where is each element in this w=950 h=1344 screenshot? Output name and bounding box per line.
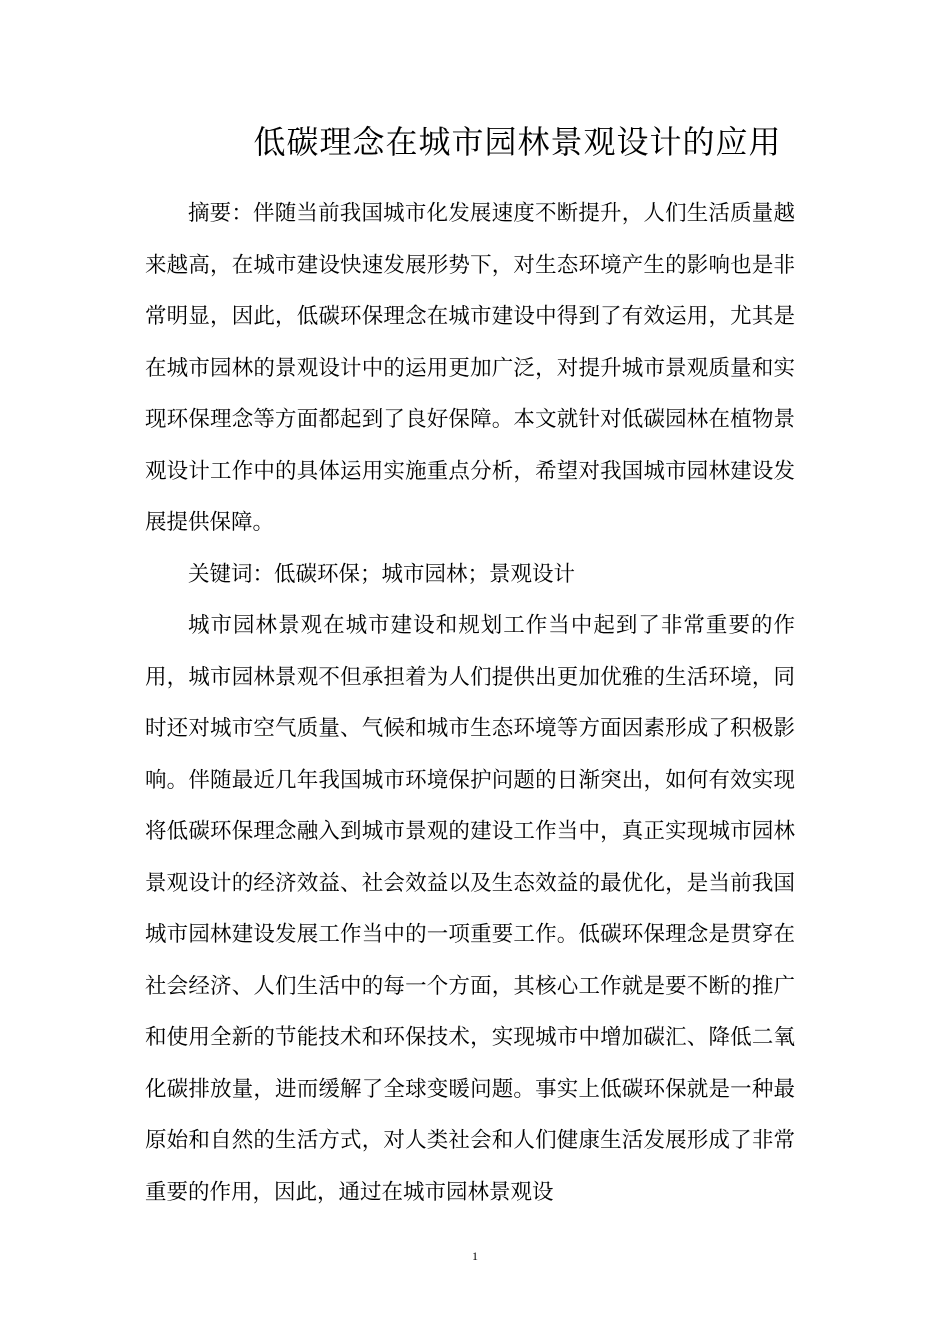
page-number: 1	[472, 1249, 478, 1263]
body-paragraph: 城市园林景观在城市建设和规划工作当中起到了非常重要的作用，城市园林景观不但承担着为人们提供出更加优雅的生活环境，同时还对城市空气质量、气候和城市生态环境等方面因素形成了积极影响。伴随最近几年我国城市环境保护问题的日渐突出，如何有效实现将低碳环保理念融入到城市景观的建设工作当中，真正实现城市园林景观设计的经济效益、社会效益以及生态效益的最优化，是当前我国城市园林建设发展工作当中的一项重要工作。低碳环保理念是贯穿在社会经济、人们生活中的每一个方面，其核心工作就是要不断的推广和使用全新的节能技术和环保技术，实现城市中增加碳汇、降低二氧化碳排放量，进而缓解了全球变暖问题。事实上低碳环保就是一种最原始和自然的生活方式，对人类社会和人们健康生活发展形成了非常重要的作用，因此，通过在城市园林景观设	[145, 613, 795, 1205]
abstract-paragraph: 摘要：伴随当前我国城市化发展速度不断提升，人们生活质量越来越高，在城市建设快速发展形势下，对生态环境产生的影响也是非常明显，因此，低碳环保理念在城市建设中得到了有效运用，尤其是在城市园林的景观设计中的运用更加广泛，对提升城市景观质量和实现环保理念等方面都起到了良好保障。本文就针对低碳园林在植物景观设计工作中的具体运用实施重点分析，希望对我国城市园林建设发展提供保障。	[145, 201, 795, 535]
document-title: 低碳理念在城市园林景观设计的应用	[253, 123, 782, 161]
keywords-line: 关键词：低碳环保；城市园林；景观设计	[188, 561, 576, 587]
document-body	[145, 188, 795, 1218]
